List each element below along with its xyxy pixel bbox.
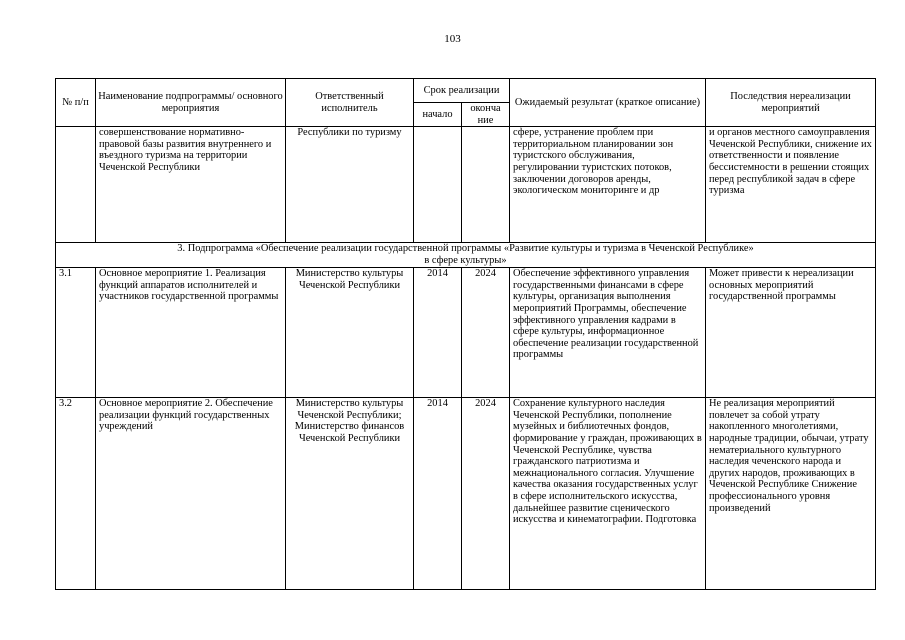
row-start: 2014 [414, 268, 462, 398]
table-row [56, 268, 876, 398]
header-executor: Ответственный исполнитель [286, 79, 414, 127]
header-row [56, 79, 876, 103]
row-name: Основное мероприятие 1. Реализация функций аппаратов исполнителей и участников государственной программы [96, 268, 286, 398]
row-consequences: Может привести к нереализации основных мероприятий государственной программы [706, 268, 876, 398]
header-end: оконча ние [462, 103, 510, 127]
section-title [56, 243, 876, 268]
cell-end [462, 127, 510, 243]
row-executor: Министерство культуры Чеченской Республики; Министерство финансов Чеченской Республики [286, 398, 414, 590]
row-num: 3.1 [56, 268, 96, 398]
measures-table [55, 78, 876, 590]
row-end: 2024 [462, 398, 510, 590]
row-result: Сохранение культурного наследия Чеченской Республики, пополнение музейных и библиотечных фондов, формирование у граждан, проживающих в Чеченской Республике, чувства гражданского патриотизма и межнационального согласия. Улучшение качества оказания государственных услуг в сфере исполнительского искусства, дальнейшее развитие сценического искусства и кинематографии. Подготовка [510, 398, 706, 590]
header-period: Срок реализации [414, 79, 510, 103]
row-consequences: Не реализация мероприятий повлечет за собой утрату накопленного многолетиями, народные традиции, обычаи, утрату нематериального культурного наследия чеченского народа и других народов, проживающих в Чеченской Республике Снижение профессионального уровня произведений [706, 398, 876, 590]
header-start: начало [414, 103, 462, 127]
row-executor: Министерство культуры Чеченской Республики [286, 268, 414, 398]
cell-num [56, 127, 96, 243]
header-name: Наименование подпрограммы/ основного мероприятия [96, 79, 286, 127]
section-header-row [56, 243, 876, 268]
row-num: 3.2 [56, 398, 96, 590]
header-result: Ожидаемый результат (краткое описание) [510, 79, 706, 127]
row-start: 2014 [414, 398, 462, 590]
cell-name: совершенствование нормативно-правовой базы развития внутреннего и въездного туризма на территории Чеченской Республики [96, 127, 286, 243]
section-title-line2: в сфере культуры» [424, 254, 507, 266]
cell-start [414, 127, 462, 243]
cell-consequences: и органов местного самоуправления Чеченской Республики, снижение их ответственности и появление бессистемности в решении стоящих перед республикой задач в сфере туризма [706, 127, 876, 243]
row-name: Основное мероприятие 2. Обеспечение реализации функций государственных учреждений [96, 398, 286, 590]
header-consequences: Последствия нереализации мероприятий [706, 79, 876, 127]
row-end: 2024 [462, 268, 510, 398]
cell-result: сфере, устранение проблем при территориальном планировании зон туристского обслуживания, регулировании туристских потоков, заключении договоров аренды, экологическом мониторинге и др [510, 127, 706, 243]
section-title-line1: 3. Подпрограмма «Обеспечение реализации государственной программы «Развитие культуры и туризма в Чеченской Республике» [177, 243, 754, 255]
row-result: Обеспечение эффективного управления государственными финансами в сфере культуры, организация выполнения мероприятий Программы, обеспечение эффективного управления кадрами в сфере культуры, информационное обеспечение реализации государственной программы [510, 268, 706, 398]
table-row-continuation [56, 127, 876, 243]
header-num: № п/п [56, 79, 96, 127]
cell-executor: Республики по туризму [286, 127, 414, 243]
page-number: 103 [444, 33, 461, 45]
table-row [56, 398, 876, 590]
